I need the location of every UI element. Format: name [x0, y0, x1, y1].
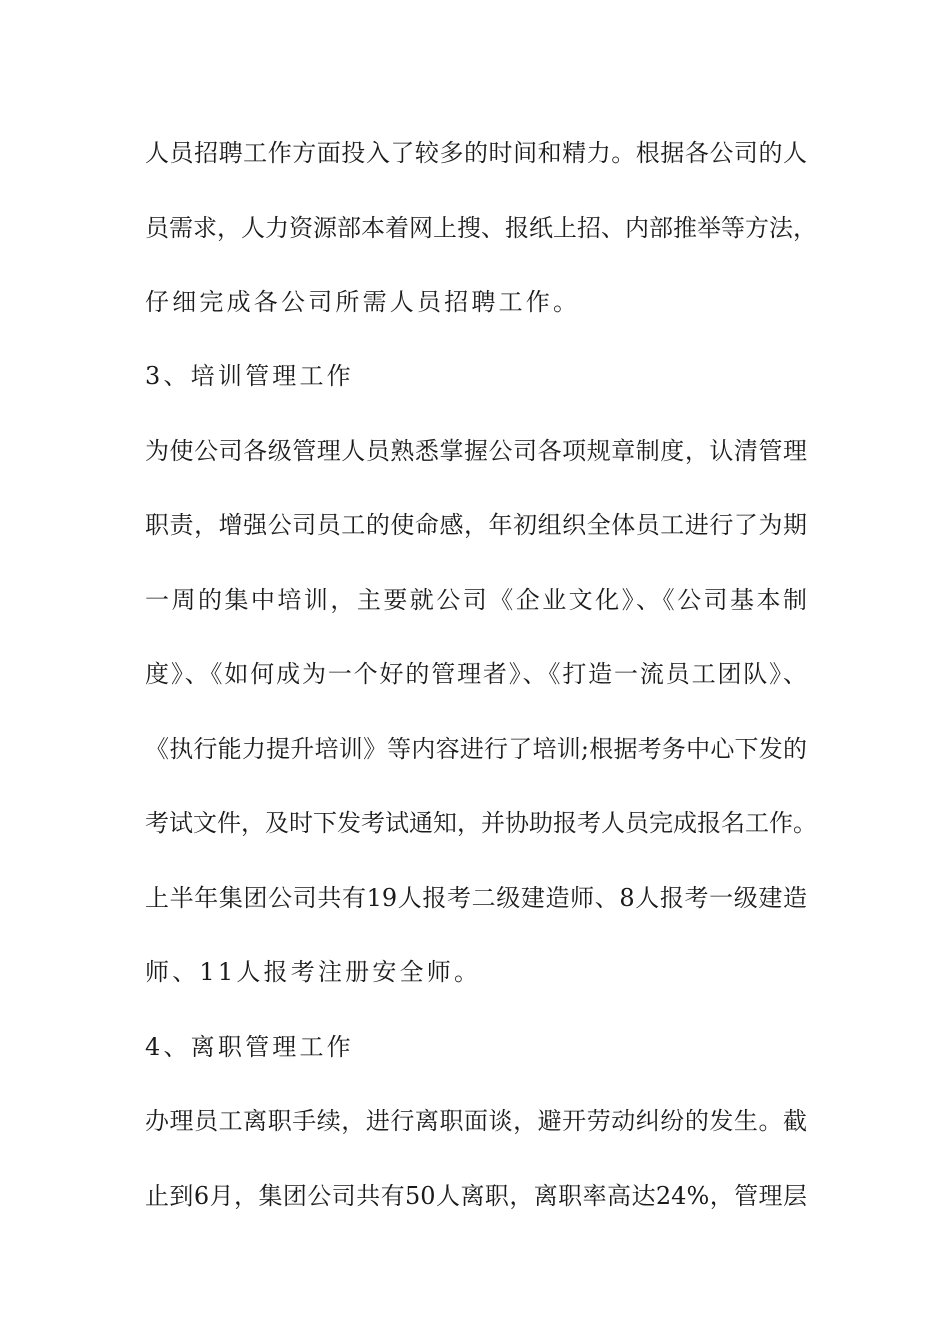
- text-line-6: 职责，增强公司员工的使命感，年初组织全体员工进行了为期: [145, 511, 807, 539]
- text-line-5: 为使公司各级管理人员熟悉掌握公司各项规章制度，认清管理: [145, 437, 807, 465]
- text-line-3: 仔细完成各公司所需人员招聘工作。: [145, 288, 581, 316]
- text-line-7: 一周的集中培训，主要就公司《企业文化》、《公司基本制: [145, 586, 807, 614]
- text-line-1: 人员招聘工作方面投入了较多的时间和精力。根据各公司的人: [145, 139, 807, 167]
- text-line-10: 考试文件，及时下发考试通知，并协助报考人员完成报名工作。: [145, 809, 817, 837]
- section-heading-resignation: 4、离职管理工作: [145, 1033, 354, 1061]
- text-line-2: 员需求，人力资源部本着网上搜、报纸上招、内部推举等方法，: [145, 214, 817, 242]
- text-line-8: 度》、《如何成为一个好的管理者》、《打造一流员工团队》、: [145, 660, 807, 688]
- text-line-11: 上半年集团公司共有19人报考二级建造师、8人报考一级建造: [145, 884, 807, 912]
- text-line-14: 办理员工离职手续，进行离职面谈，避开劳动纠纷的发生。截: [145, 1107, 807, 1135]
- text-line-15: 止到6月，集团公司共有50人离职，离职率高达24%，管理层: [145, 1182, 807, 1210]
- text-line-9: 《执行能力提升培训》等内容进行了培训;根据考务中心下发的: [145, 735, 807, 763]
- section-heading-training: 3、培训管理工作: [145, 362, 354, 390]
- text-line-12: 师、11人报考注册安全师。: [145, 958, 482, 986]
